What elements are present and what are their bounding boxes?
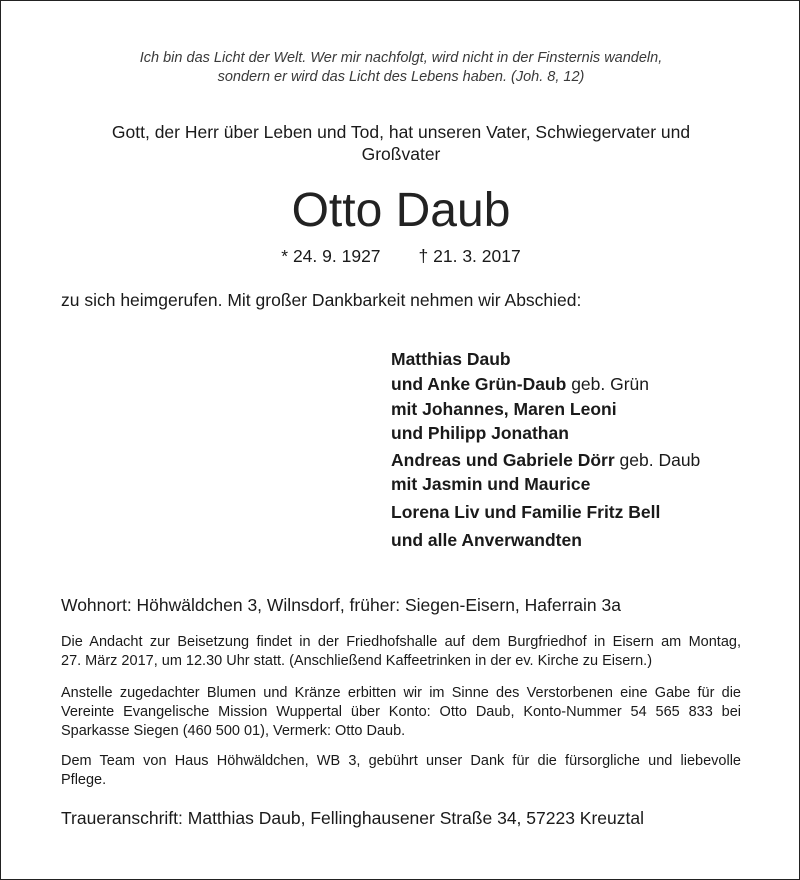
bible-quote-line: Ich bin das Licht der Welt. Wer mir nachfolgt, wird nicht in der Finsternis wandeln,: [139, 50, 663, 66]
mourner-line: und alle Anverwandten: [391, 530, 582, 550]
life-dates: [1, 245, 800, 267]
bible-quote-line: sondern er wird das Licht des Lebens haben. (Joh. 8, 12): [217, 69, 585, 85]
mourner-line: Lorena Liv und Familie Fritz Bell: [391, 502, 661, 522]
mourning-address: Traueranschrift: Matthias Daub, Fellinghausener Straße 34, 57223 Kreuztal: [61, 808, 644, 828]
residence-text: Wohnort: Höhwäldchen 3, Wilnsdorf, früher: Siegen-Eisern, Haferrain 3a: [61, 595, 621, 615]
intro-line: Gott, der Herr über Leben und Tod, hat unseren Vater, Schwiegervater und: [111, 122, 691, 142]
mourner-line: Andreas und Gabriele Dörr geb. Daub: [391, 450, 701, 470]
mourner-line: und Philipp Jonathan: [391, 423, 569, 443]
intro-line: Großvater: [361, 144, 441, 164]
birth-date: * 24. 9. 1927: [281, 246, 381, 266]
thanks-paragraph: Dem Team von Haus Höhwäldchen, WB 3, gebührt unser Dank für die fürsorgliche und liebevolle Pflege.: [61, 753, 741, 788]
ceremony-paragraph: Die Andacht zur Beisetzung findet in der Friedhofshalle auf dem Burgfriedhof in Eisern am Montag, 27. März 2017, um 12.30 Uhr statt. (Anschließend Kaffeetrinken in der ev. Kirche zu Eisern.): [61, 634, 741, 669]
donation-paragraph: Anstelle zugedachter Blumen und Kränze erbitten wir im Sinne des Verstorbenen eine Gabe für die Vereinte Evangelische Mission Wuppertal über Konto: Otto Daub, Konto-Nummer 54 565 833 bei Sparkasse Siegen (460 500 01), Vermerk: Otto Daub.: [61, 685, 741, 739]
intro-text: [1, 121, 800, 165]
deceased-name: Otto Daub: [291, 184, 511, 237]
mourner-line: Matthias Daub: [391, 349, 511, 369]
mourner-line: mit Johannes, Maren Leoni: [391, 399, 617, 419]
bible-quote: [1, 49, 800, 87]
mourner-line: und Anke Grün-Daub geb. Grün: [391, 374, 650, 394]
mourner-line: mit Jasmin und Maurice: [391, 474, 591, 494]
farewell-text: zu sich heimgerufen. Mit großer Dankbarkeit nehmen wir Abschied:: [61, 290, 582, 310]
death-date: † 21. 3. 2017: [418, 246, 521, 266]
